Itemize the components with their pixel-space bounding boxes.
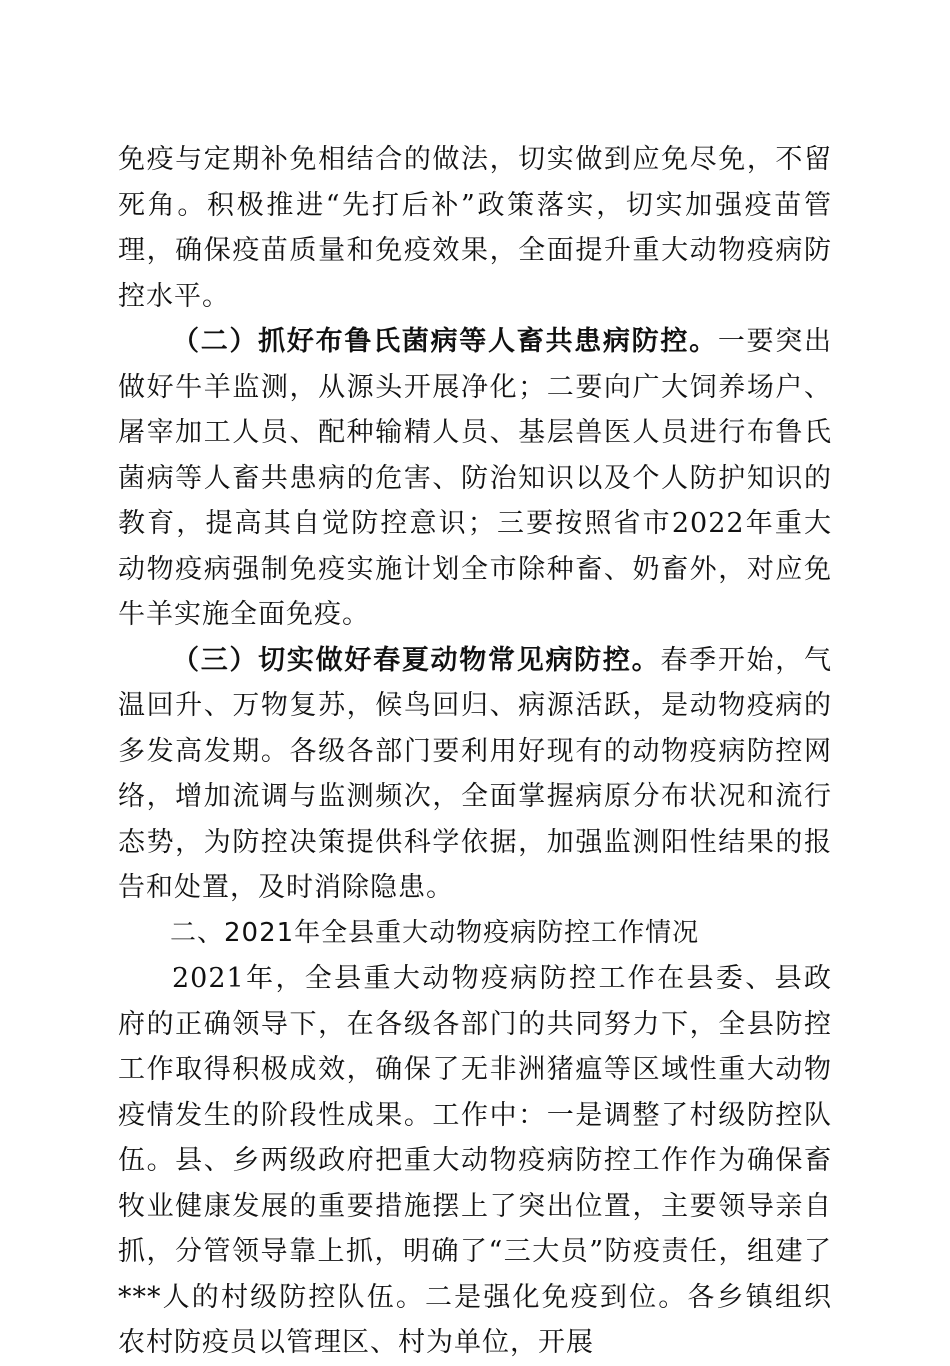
paragraph-immunization-continued: 免疫与定期补免相结合的做法，切实做到应免尽免，不留死角。积极推进“先打后补”政策落实，切实加强疫苗管理，确保疫苗质量和免疫效果，全面提升重大动物疫病防控水平。 <box>118 144 832 312</box>
document-body <box>118 137 832 1366</box>
section-heading-spring-summer: （三）切实做好春夏动物常见病防控。 <box>172 644 661 676</box>
section-heading-2021-situation: 二、2021年全县重大动物疫病防控工作情况 <box>170 917 700 948</box>
section-heading-brucellosis: （二）抓好布鲁氏菌病等人畜共患病防控。 <box>172 326 718 357</box>
paragraph-2021-situation: 2021年，全县重大动物疫病防控工作在县委、县政府的正确领导下，在各级各部门的共同努力下，全县防控工作取得积极成效，确保了无非洲猪瘟等区域性重大动物疫情发生的阶段性成果。工作中：一是调整了村级防控队伍。县、乡两级政府把重大动物疫病防控工作作为确保畜牧业健康发展的重要措施摆上了突出位置，主要领导亲自抓，分管领导靠上抓，明确了“三大员”防疫责任，组建了***人的村级防控队伍。二是强化免疫到位。各乡镇组织农村防疫员以管理区、村为单位，开展 <box>118 963 832 1358</box>
paragraph-spring-summer <box>118 638 832 911</box>
paragraph-spring-summer-text: 春季开始，气温回升、万物复苏，候鸟回归、病源活跃，是动物疫病的多发高发期。各级各部门要利用好现有的动物疫病防控网络，增加流调与监测频次，全面掌握病原分布状况和流行态势，为防控决策提供科学依据，加强监测阳性结果的报告和处置，及时消除隐患。 <box>118 644 833 903</box>
paragraph-brucellosis <box>118 319 832 638</box>
paragraph-brucellosis-text: 一要突出做好牛羊监测，从源头开展净化；二要向广大饲养场户、屠宰加工人员、配种输精人员、基层兽医人员进行布鲁氏菌病等人畜共患病的危害、防治知识以及个人防护知识的教育，提高其自觉防控意识；三要按照省市2022年重大动物疫病强制免疫实施计划全市除种畜、奶畜外，对应免牛羊实施全面免疫。 <box>118 326 833 630</box>
